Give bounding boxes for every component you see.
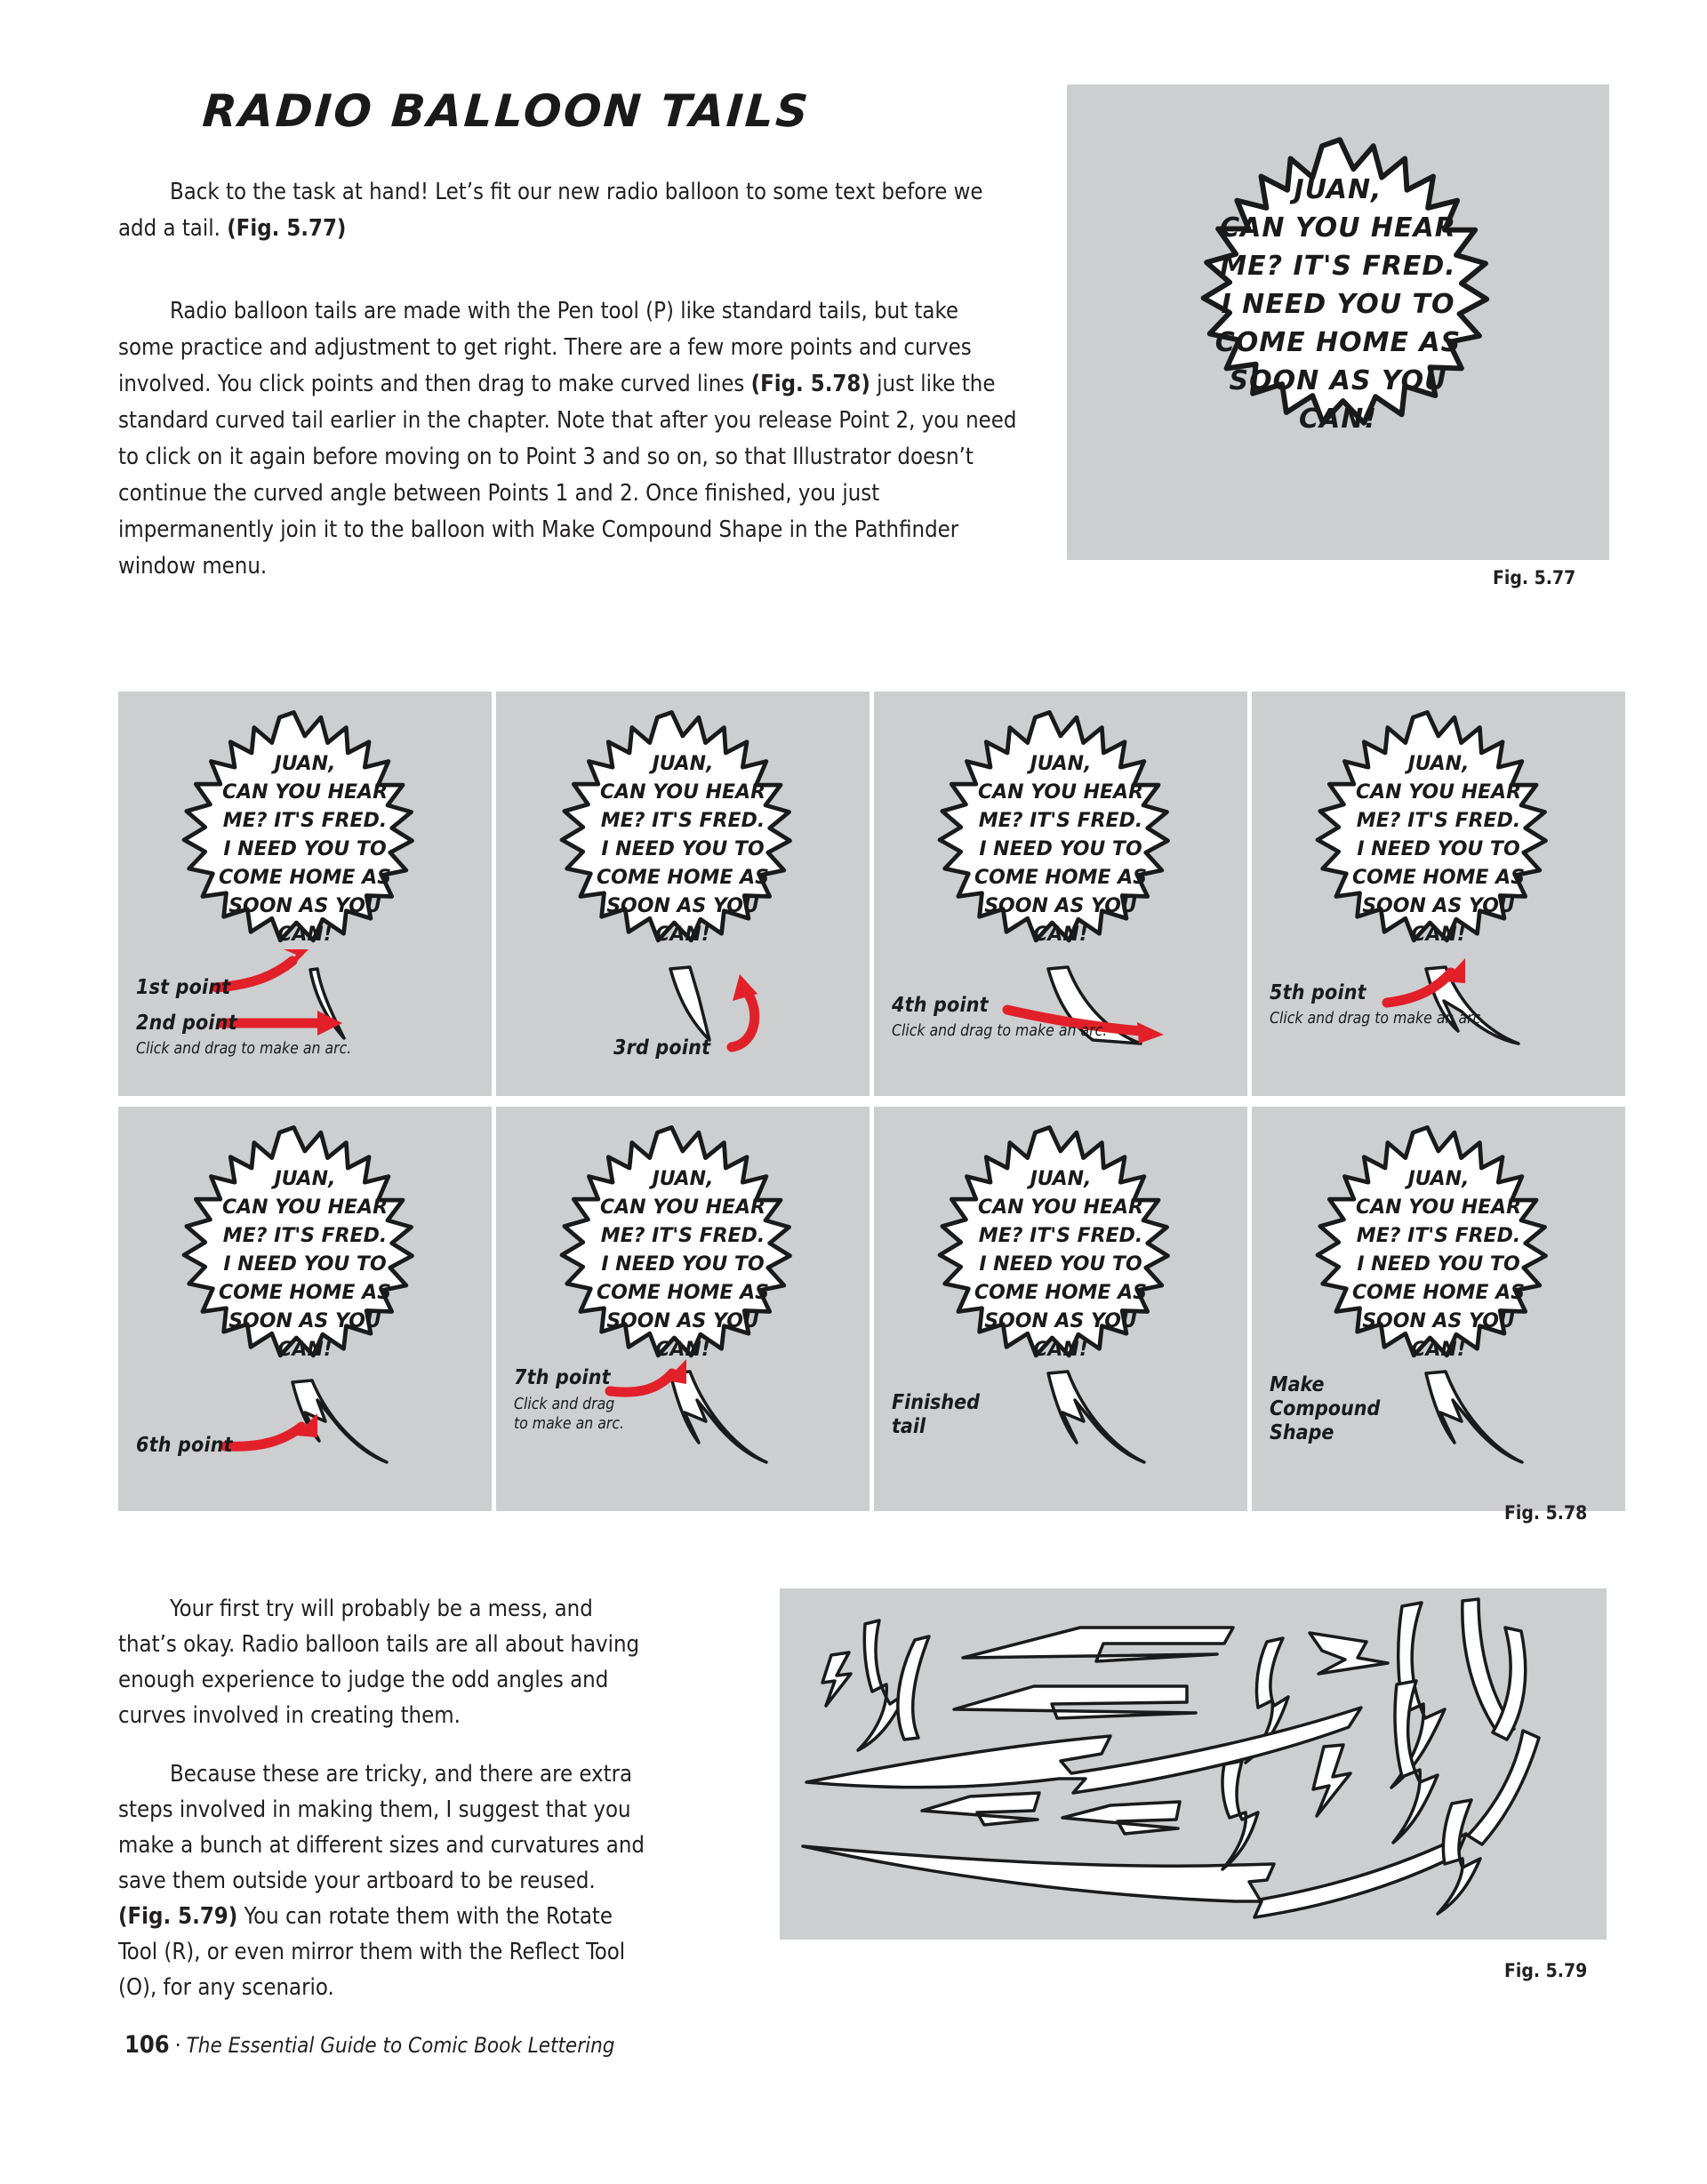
step-8-illustration — [1252, 1107, 1625, 1511]
svg-text:COME HOME AS: COME HOME AS — [597, 867, 769, 889]
arrow-7th-point — [610, 1373, 672, 1392]
label-compound-line3: Shape — [1270, 1421, 1334, 1444]
svg-text:ME? IT'S FRED.: ME? IT'S FRED. — [1356, 1225, 1521, 1247]
svg-text:SOON AS YOU: SOON AS YOU — [984, 1310, 1137, 1332]
svg-text:I NEED YOU TO: I NEED YOU TO — [1357, 838, 1520, 860]
bottom-text-column — [118, 1591, 652, 2005]
intro-paragraph — [118, 174, 1016, 247]
label-compound-line2: Compound — [1270, 1397, 1381, 1420]
svg-text:CAN YOU HEAR: CAN YOU HEAR — [1355, 781, 1522, 804]
svg-text:I NEED YOU TO: I NEED YOU TO — [1357, 1253, 1520, 1276]
svg-text:CAN!: CAN! — [1033, 1339, 1088, 1361]
svg-text:CAN!: CAN! — [655, 1339, 710, 1361]
label-compound-line1: Make — [1270, 1373, 1325, 1396]
bolt-16 — [1222, 1761, 1258, 1869]
step-panel-7 — [874, 1107, 1247, 1511]
footer-separator: · — [174, 2033, 181, 2058]
step-1-illustration — [118, 692, 492, 1096]
figure-5-77-caption: Fig. 5.77 — [1493, 567, 1576, 588]
label-arc-hint-7: Click and drag to make an arc. — [514, 1396, 624, 1433]
svg-text:CAN YOU HEAR: CAN YOU HEAR — [977, 1196, 1144, 1219]
intro-figure-ref: (Fig. 5.77) — [227, 215, 347, 242]
bolt-3 — [898, 1636, 929, 1740]
footer-page-number: 106 — [124, 2031, 170, 2059]
figure-5-78-caption: Fig. 5.78 — [1504, 1502, 1588, 1524]
label-make-compound-shape — [1270, 1373, 1380, 1445]
intro-text: Back to the task at hand! Let’s fit our new radio balloon to some text before we add a tail. — [118, 179, 983, 242]
balloon-line-1: CAN YOU HEAR — [1220, 212, 1456, 244]
label-finished-tail — [892, 1391, 980, 1439]
bolt-13 — [803, 1834, 1466, 1917]
svg-text:SOON AS YOU: SOON AS YOU — [1362, 1310, 1515, 1332]
step-panel-1 — [118, 692, 492, 1096]
bolt-4 — [963, 1628, 1233, 1661]
bolt-14 — [922, 1793, 1039, 1825]
label-1st-point: 1st point — [136, 976, 231, 999]
bottom-text-2b: You can rotate them with the Rotate Tool (R), or even mirror them with the Reflect Tool (O), for any scenario. — [118, 1903, 626, 2001]
balloon-line-4: COME HOME AS — [1214, 327, 1462, 358]
svg-text:CAN!: CAN! — [1411, 1339, 1466, 1361]
svg-text:COME HOME AS: COME HOME AS — [974, 1282, 1147, 1304]
svg-text:CAN!: CAN! — [655, 924, 710, 946]
svg-text:ME? IT'S FRED.: ME? IT'S FRED. — [978, 810, 1143, 832]
svg-text:CAN YOU HEAR: CAN YOU HEAR — [599, 781, 766, 804]
svg-text:JUAN,: JUAN, — [652, 1168, 714, 1190]
svg-text:I NEED YOU TO: I NEED YOU TO — [223, 838, 387, 860]
bottom-paragraph-1 — [118, 1591, 652, 1733]
figure-5-79-caption: Fig. 5.79 — [1504, 1960, 1588, 1981]
svg-text:SOON AS YOU: SOON AS YOU — [228, 895, 381, 917]
label-6th-point: 6th point — [136, 1434, 233, 1457]
step-6-illustration — [496, 1107, 870, 1511]
bolt-1 — [822, 1652, 851, 1706]
balloon-line-2: ME? IT'S FRED. — [1220, 251, 1456, 282]
bottom-text-1: Your first try will probably be a mess, and that’s okay. Radio balloon tails are all about having enough experience to judge the odd angles and curves involved in creating them. — [118, 1596, 640, 1729]
step-panel-8 — [1252, 1107, 1625, 1511]
svg-text:I NEED YOU TO: I NEED YOU TO — [223, 1253, 387, 1276]
svg-text:JUAN,: JUAN, — [274, 753, 336, 775]
svg-text:COME HOME AS: COME HOME AS — [974, 867, 1147, 889]
bottom-figure-ref: (Fig. 5.79) — [118, 1903, 238, 1930]
bolt-7 — [1310, 1633, 1388, 1674]
label-5th-point: 5th point — [1270, 981, 1366, 1004]
svg-text:COME HOME AS: COME HOME AS — [1352, 867, 1525, 889]
svg-text:SOON AS YOU: SOON AS YOU — [984, 895, 1137, 917]
label-finished-line2: tail — [892, 1415, 926, 1438]
svg-text:CAN!: CAN! — [277, 1339, 333, 1361]
svg-text:CAN!: CAN! — [1411, 924, 1466, 946]
step-panel-3 — [874, 692, 1247, 1096]
bolt-18 — [1468, 1731, 1539, 1844]
svg-text:CAN YOU HEAR: CAN YOU HEAR — [1355, 1196, 1522, 1219]
label-4th-point: 4th point — [892, 994, 989, 1017]
page-title: RADIO BALLOON TAILS — [200, 85, 813, 137]
method-figure-ref: (Fig. 5.78) — [750, 371, 870, 397]
bolt-10 — [1493, 1628, 1526, 1740]
step-panel-5 — [118, 1107, 492, 1511]
svg-text:I NEED YOU TO: I NEED YOU TO — [979, 1253, 1142, 1276]
balloon-line-0: JUAN, — [1294, 174, 1382, 205]
svg-text:JUAN,: JUAN, — [652, 753, 714, 775]
method-paragraph-text — [118, 293, 1018, 585]
figure-5-77-panel — [1067, 84, 1609, 560]
svg-text:CAN YOU HEAR: CAN YOU HEAR — [977, 781, 1144, 804]
method-text-part2: just like the standard curved tail earlier in the chapter. Note that after you release Point 2, you need to click on it again before moving on to Point 3 and so on, so that Illustrator doesn’t continue the curved angle between Points 1 and 2. Once finished, you just impermanently join it to the balloon with Make Compound Shape in the Pathfinder window menu. — [118, 371, 1017, 580]
arrow-6th-point — [225, 1427, 301, 1446]
svg-text:CAN!: CAN! — [277, 924, 333, 946]
bolt-5 — [954, 1686, 1196, 1718]
tail-compound — [1426, 1372, 1522, 1462]
bolt-15 — [1062, 1802, 1180, 1834]
svg-text:I NEED YOU TO: I NEED YOU TO — [979, 838, 1142, 860]
svg-text:COME HOME AS: COME HOME AS — [597, 1282, 769, 1304]
svg-text:I NEED YOU TO: I NEED YOU TO — [601, 1253, 765, 1276]
label-arc-hint-1: Click and drag to make an arc. — [136, 1040, 352, 1058]
svg-text:JUAN,: JUAN, — [1407, 753, 1470, 775]
label-7th-point: 7th point — [514, 1366, 611, 1389]
figure-5-79-panel — [780, 1588, 1607, 1940]
svg-text:JUAN,: JUAN, — [1407, 1168, 1470, 1190]
svg-text:JUAN,: JUAN, — [1030, 753, 1092, 775]
bolt-19 — [1438, 1800, 1480, 1914]
balloon-line-5: SOON AS YOU — [1229, 365, 1447, 396]
svg-text:COME HOME AS: COME HOME AS — [219, 1282, 391, 1304]
step-7-illustration — [874, 1107, 1247, 1511]
svg-text:ME? IT'S FRED.: ME? IT'S FRED. — [600, 810, 765, 832]
tail-sliver-7 — [670, 1372, 766, 1462]
svg-text:COME HOME AS: COME HOME AS — [219, 867, 391, 889]
method-text-part1: Radio balloon tails are made with the Pen tool (P) like standard tails, but take some practice and adjustment to get right. There are a few more points and curves involved. You click points and then drag to make curved lines — [118, 298, 972, 397]
tail-sliver-2 — [670, 967, 709, 1040]
label-arc-hint-4: Click and drag to make an arc. — [892, 1022, 1108, 1040]
label-arc-hint-5: Click and drag to make an arc. — [1270, 1010, 1486, 1028]
label-3rd-point: 3rd point — [613, 1036, 711, 1060]
lightning-bolt-library — [780, 1588, 1607, 1940]
svg-text:COME HOME AS: COME HOME AS — [1352, 1282, 1525, 1304]
svg-text:JUAN,: JUAN, — [1030, 1168, 1092, 1190]
footer-book-title: The Essential Guide to Comic Book Lettering — [186, 2033, 615, 2058]
step-panel-4 — [1252, 692, 1625, 1096]
label-finished-line1: Finished — [892, 1391, 980, 1414]
balloon-line-3: I NEED YOU TO — [1221, 289, 1455, 320]
svg-text:CAN YOU HEAR: CAN YOU HEAR — [221, 781, 389, 804]
step-4-illustration — [1252, 692, 1625, 1096]
tail-finished — [1048, 1372, 1144, 1462]
tail-sliver-6 — [293, 1380, 387, 1462]
bottom-paragraph-2 — [118, 1756, 652, 2005]
step-panel-2 — [496, 692, 870, 1096]
method-paragraph — [118, 293, 1018, 585]
svg-text:CAN!: CAN! — [1033, 924, 1088, 946]
svg-text:ME? IT'S FRED.: ME? IT'S FRED. — [600, 1225, 765, 1247]
bolt-17 — [1313, 1745, 1350, 1816]
svg-text:SOON AS YOU: SOON AS YOU — [606, 1310, 759, 1332]
step-2-illustration — [496, 692, 870, 1096]
svg-text:CAN YOU HEAR: CAN YOU HEAR — [221, 1196, 389, 1219]
step-panel-6 — [496, 1107, 870, 1511]
radio-balloon-large — [1067, 84, 1609, 560]
svg-text:ME? IT'S FRED.: ME? IT'S FRED. — [1356, 810, 1521, 832]
label-2nd-point: 2nd point — [136, 1012, 237, 1035]
svg-text:CAN YOU HEAR: CAN YOU HEAR — [599, 1196, 766, 1219]
arrow-3rd-point — [732, 992, 755, 1047]
intro-paragraph-text — [118, 174, 1016, 247]
bottom-text-2a: Because these are tricky, and there are extra steps involved in making them, I suggest that you make a bunch at different sizes and curvatures and save them outside your artboard to be reused. — [118, 1761, 645, 1894]
page-footer — [124, 2031, 615, 2059]
balloon-line-6: CAN! — [1298, 404, 1378, 435]
svg-text:ME? IT'S FRED.: ME? IT'S FRED. — [978, 1225, 1143, 1247]
svg-text:SOON AS YOU: SOON AS YOU — [1362, 895, 1515, 917]
svg-text:JUAN,: JUAN, — [274, 1168, 336, 1190]
svg-text:ME? IT'S FRED.: ME? IT'S FRED. — [222, 1225, 388, 1247]
svg-text:I NEED YOU TO: I NEED YOU TO — [601, 838, 765, 860]
svg-text:SOON AS YOU: SOON AS YOU — [228, 1310, 381, 1332]
svg-text:SOON AS YOU: SOON AS YOU — [606, 895, 759, 917]
svg-text:ME? IT'S FRED.: ME? IT'S FRED. — [222, 810, 388, 832]
